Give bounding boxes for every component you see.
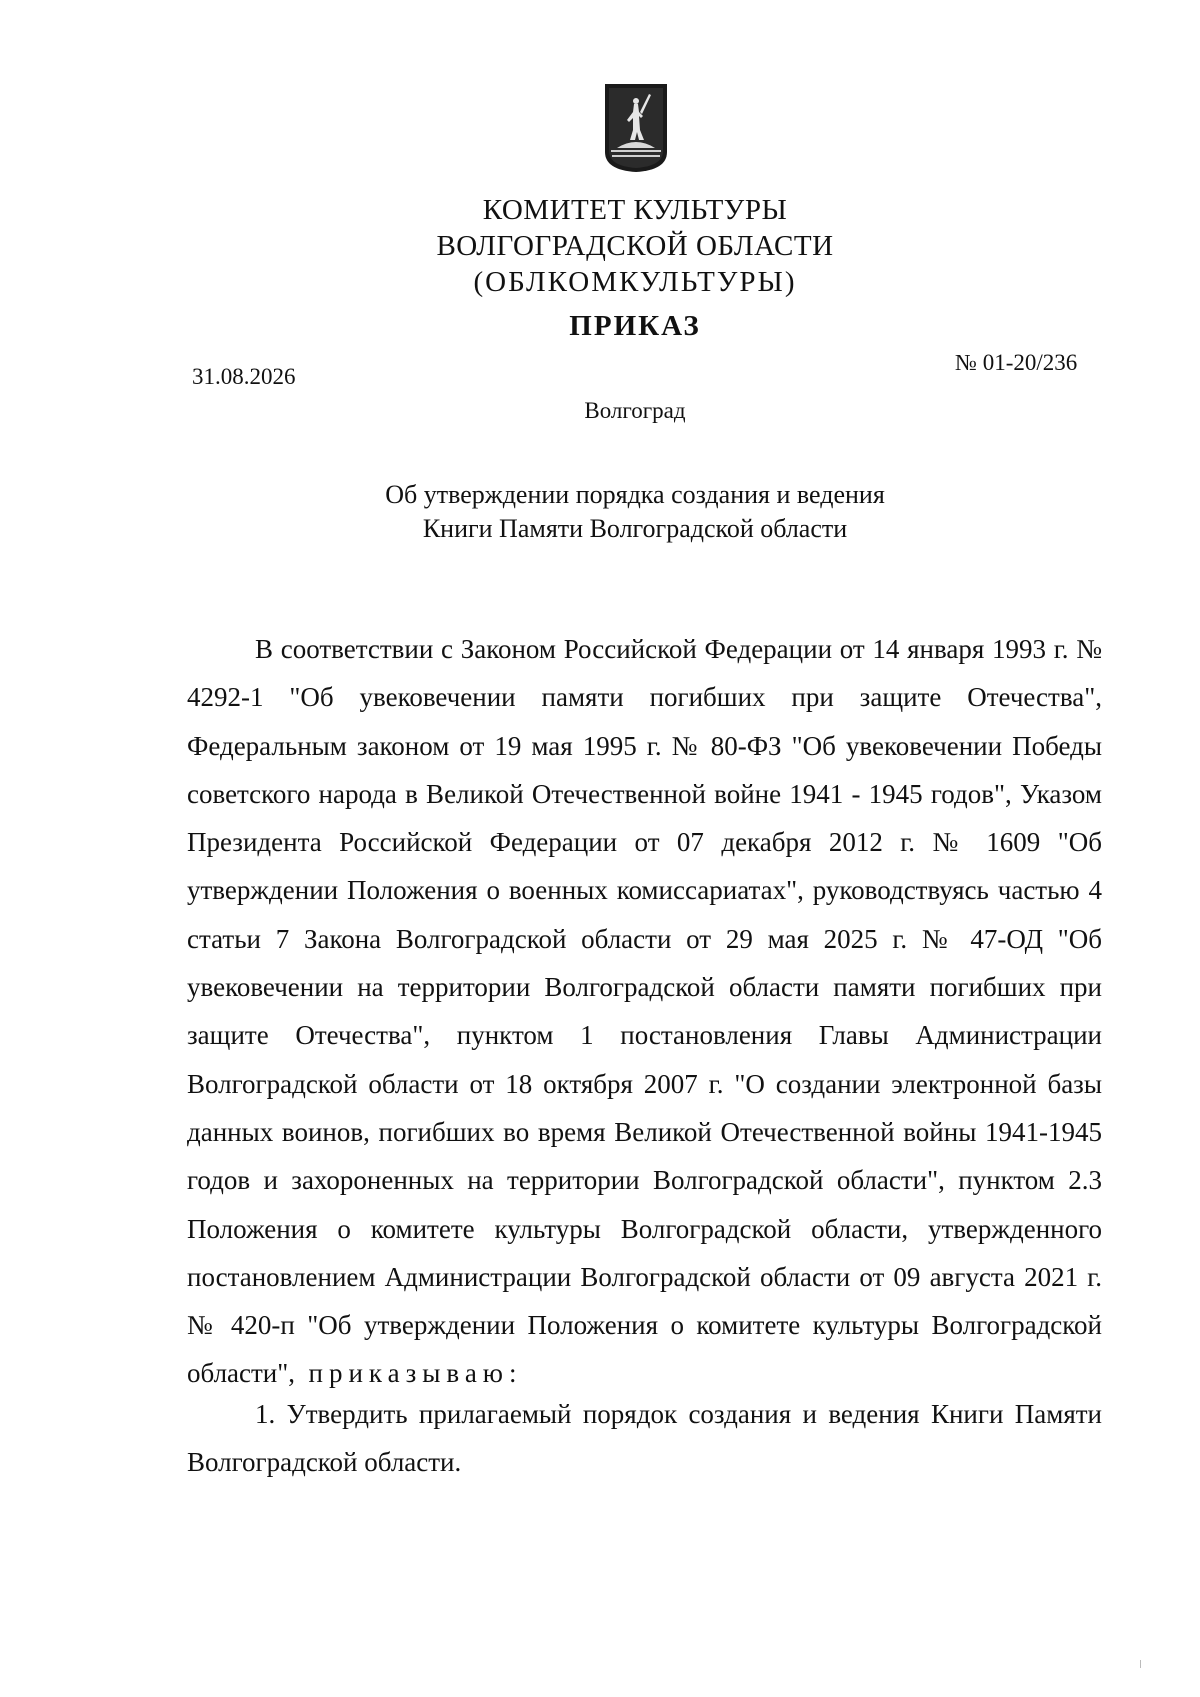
document-date: 31.08.2026 bbox=[192, 364, 296, 389]
order-word: приказываю: bbox=[308, 1358, 523, 1389]
organization-name-line1: КОМИТЕТ КУЛЬТУРЫ bbox=[482, 194, 788, 226]
document-city: Волгоград bbox=[584, 398, 686, 423]
preamble-paragraph bbox=[187, 625, 1102, 1398]
organization-abbreviation: (ОБЛКОМКУЛЬТУРЫ) bbox=[473, 266, 797, 298]
organization-name-line2: ВОЛГОГРАДСКОЙ ОБЛАСТИ bbox=[436, 230, 834, 262]
document-subject-line2: Книги Памяти Волгоградской области bbox=[422, 514, 848, 543]
scan-artifact bbox=[1140, 1660, 1141, 1668]
document-type-title: ПРИКАЗ bbox=[569, 310, 701, 342]
document-subject bbox=[0, 478, 1200, 546]
document-number: № 01-20/236 bbox=[955, 350, 1078, 375]
preamble-text: В соответствии с Законом Российской Федерации от 14 января 1993 г. № 4292-1 "Об увековечении памяти погибших при защите Отечества", Федеральным законом от 19 мая 1995 г. № 80-ФЗ "Об увековечении Победы советского народа в Великой Отечественной войне 1941 - 1945 годов", Указом Президента Российской Федерации от 07 декабря 2012 г. № 1609 "Об утверждении Положения о военных комиссариатах", руководствуясь частью 4 статьи 7 Закона Волгоградской области от 29 мая 2025 г. № 47-ОД "Об увековечении на территории Волгоградской области памяти погибших при защите Отечества", пунктом 1 постановления Главы Администрации Волгоградской области от 18 октября 2007 г. "О создании электронной базы данных воинов, погибших во время Великой Отечественной войны 1941-1945 годов и захороненных на территории Волгоградской области", пунктом 2.3 Положения о комитете культуры Волгоградской области, утвержденного постановлением Администрации Волгоградской области от 09 августа 2021 г. № 420-п "Об утверждении Положения о комитете культуры Волгоградской области", bbox=[187, 634, 1102, 1389]
volgograd-coat-of-arms-icon bbox=[603, 82, 669, 174]
document-subject-line1: Об утверждении порядка создания и ведения bbox=[385, 480, 885, 509]
order-item-1: 1. Утвердить прилагаемый порядок создания и ведения Книги Памяти Волгоградской области. bbox=[187, 1399, 1102, 1477]
